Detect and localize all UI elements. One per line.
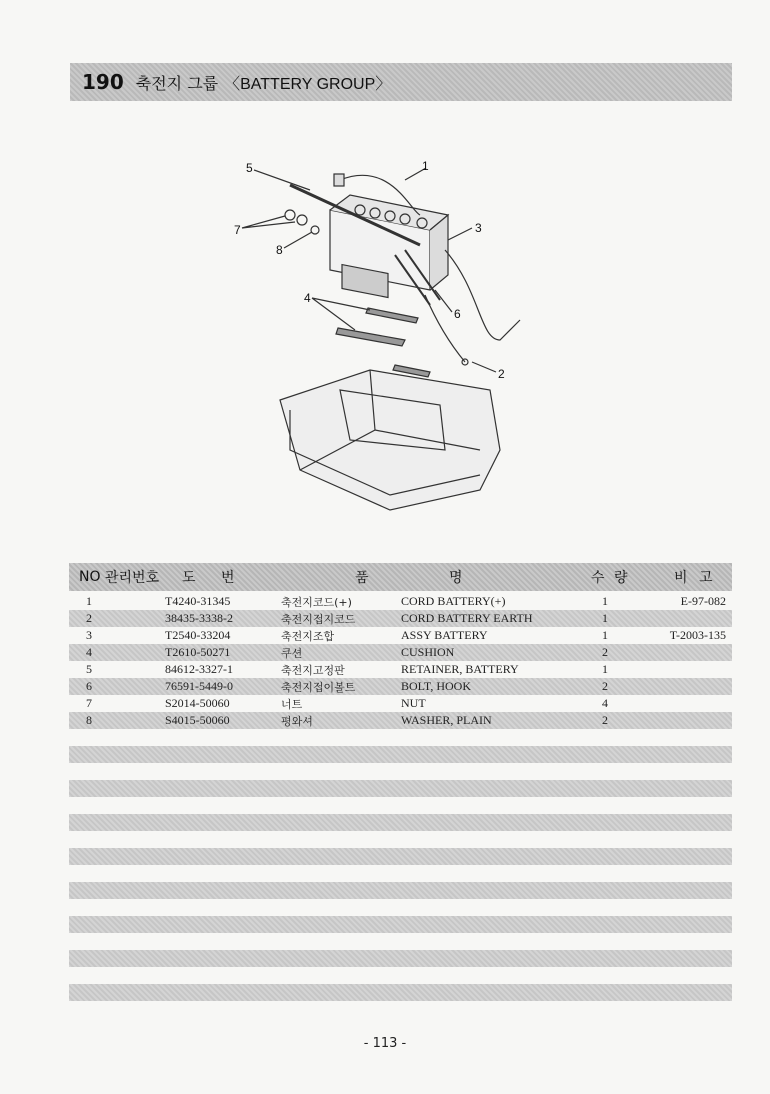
- row-qty: 2: [602, 645, 608, 659]
- parts-table: [69, 563, 732, 728]
- callout-1: 1: [422, 159, 429, 173]
- table-row: [69, 712, 732, 729]
- row-name-ko: 축전지고정판: [281, 664, 345, 677]
- row-name-en: NUT: [401, 696, 426, 710]
- callout-2: 2: [498, 367, 505, 381]
- table-row: [69, 695, 732, 712]
- row-qty: 1: [602, 662, 608, 676]
- blank-row: [69, 984, 732, 1001]
- row-part: 38435-3338-2: [165, 611, 233, 625]
- row-part: S2014-50060: [165, 696, 230, 710]
- row-part: T2610-50271: [165, 645, 231, 659]
- battery-group-diagram: [190, 150, 610, 530]
- row-name-en: CORD BATTERY EARTH: [401, 611, 533, 625]
- page-number: - 113 -: [363, 1036, 407, 1051]
- blank-row: [69, 814, 732, 831]
- row-name-ko: 축전지접지코드: [281, 613, 356, 626]
- row-name-en: WASHER, PLAIN: [401, 713, 492, 727]
- blank-row: [69, 746, 732, 763]
- table-row: [69, 661, 732, 678]
- row-name-en: BOLT, HOOK: [401, 679, 472, 693]
- row-no: 5: [86, 662, 92, 676]
- row-name-en: CUSHION: [401, 645, 455, 659]
- col-drawing-1: 도: [182, 570, 196, 586]
- callout-5: 5: [246, 161, 253, 175]
- row-remark: E-97-082: [680, 594, 726, 608]
- row-qty: 1: [602, 628, 608, 642]
- callout-4: 4: [304, 291, 311, 305]
- group-number: 190: [82, 70, 124, 94]
- row-no: 2: [86, 611, 92, 625]
- table-header: [69, 563, 732, 591]
- row-name-ko: 축전지접이볼트: [281, 681, 356, 694]
- callout-8: 8: [276, 243, 283, 257]
- row-no: 4: [86, 645, 92, 659]
- col-no: NO: [79, 569, 101, 585]
- col-qty-2: 량: [614, 570, 628, 586]
- row-part: T4240-31345: [165, 594, 231, 608]
- row-name-ko: 축전지코드(+): [281, 596, 352, 609]
- col-qty-1: 수: [591, 570, 605, 586]
- row-name-ko: 너트: [281, 698, 303, 711]
- row-name-en: RETAINER, BATTERY: [401, 662, 519, 676]
- row-no: 6: [86, 679, 92, 693]
- blank-row: [69, 882, 732, 899]
- col-name-2: 명: [449, 570, 463, 586]
- table-row: [69, 678, 732, 695]
- callout-3: 3: [475, 221, 482, 235]
- callout-7: 7: [234, 223, 241, 237]
- row-no: 8: [86, 713, 92, 727]
- col-drawing-2: 번: [221, 570, 235, 586]
- group-title-en: 〈BATTERY GROUP〉: [224, 75, 392, 93]
- row-qty: 2: [602, 679, 608, 693]
- row-name-ko: 쿠션: [281, 647, 303, 660]
- blank-row: [69, 848, 732, 865]
- row-part: T2540-33204: [165, 628, 231, 642]
- table-row: [69, 627, 732, 644]
- row-part: S4015-50060: [165, 713, 230, 727]
- row-qty: 1: [602, 611, 608, 625]
- row-no: 1: [86, 594, 92, 608]
- table-row: [69, 593, 732, 610]
- col-remark-2: 고: [699, 570, 713, 586]
- row-no: 7: [86, 696, 92, 710]
- table-row: [69, 610, 732, 627]
- col-remark-1: 비: [674, 570, 688, 586]
- col-name-1: 품: [355, 570, 369, 586]
- blank-row: [69, 780, 732, 797]
- row-name-ko: 평와셔: [281, 715, 313, 728]
- row-remark: T-2003-135: [669, 628, 726, 642]
- row-name-en: ASSY BATTERY: [401, 628, 488, 642]
- blank-row: [69, 950, 732, 967]
- row-qty: 1: [602, 594, 608, 608]
- row-part: 76591-5449-0: [165, 679, 233, 693]
- row-name-ko: 축전지조합: [281, 630, 335, 643]
- row-qty: 4: [602, 696, 608, 710]
- row-no: 3: [86, 628, 92, 642]
- col-code: 관리번호: [105, 570, 160, 586]
- group-title: 축전지 그룹: [135, 73, 219, 93]
- row-qty: 2: [602, 713, 608, 727]
- row-part: 84612-3327-1: [165, 662, 233, 676]
- row-name-en: CORD BATTERY(+): [401, 594, 506, 608]
- table-row: [69, 644, 732, 661]
- page-header: [70, 63, 732, 101]
- blank-row: [69, 916, 732, 933]
- callout-6: 6: [454, 307, 461, 321]
